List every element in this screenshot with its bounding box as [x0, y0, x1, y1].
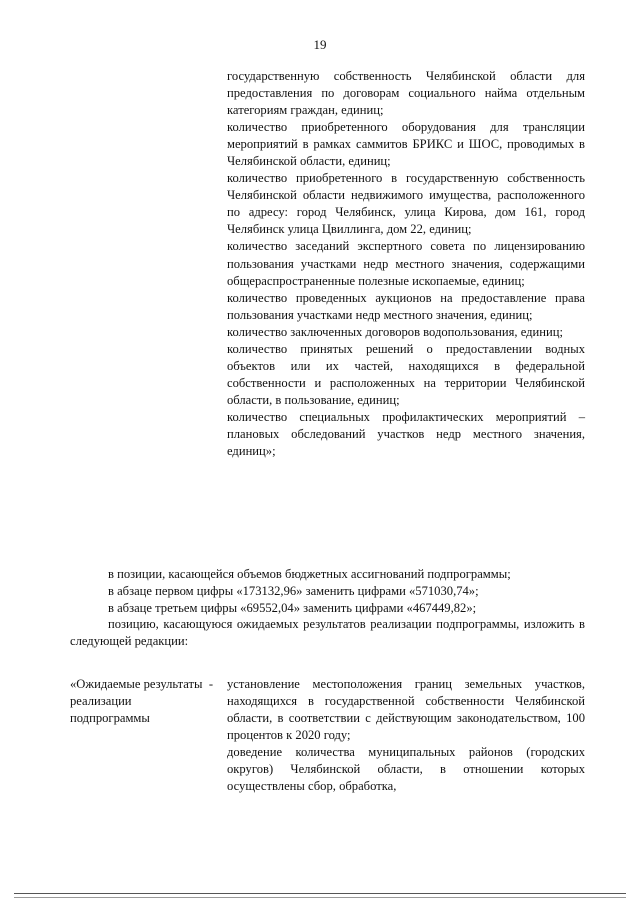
list-item: количество приобретенного в государственную собственность Челябинской области недвижимого имущества, расположенного по адресу: город Челябинск, улица Кирова, дом 161, город Челябинск улица Цвиллинга, дом 22, единиц;	[227, 171, 585, 237]
amendment-text	[70, 566, 585, 650]
body-paragraph: позицию, касающуюся ожидаемых результатов реализации подпрограммы, изложить в следующей редакции:	[70, 617, 585, 649]
table-label: «Ожидаемые результаты реализации подпрограммы	[70, 677, 203, 726]
table-dash: -	[208, 677, 214, 691]
table-item: доведение количества муниципальных районов (городских округов) Челябинской области, в отношении которых осуществлены сбор, обработка,	[227, 745, 585, 794]
scan-edge-line	[14, 897, 626, 898]
list-item: количество принятых решений о предоставлении водных объектов или их частей, находящихся в федеральной собственности и расположенных на территории Челябинской области, в пользование, единиц;	[227, 341, 585, 407]
table-item: установление местоположения границ земельных участков, находящихся в государственной собственности Челябинской области, в соответствии с действующим законодательством, 100 процентов к 2020 году;	[227, 677, 585, 743]
list-item: количество специальных профилактических мероприятий – плановых обследований участков недр местного значения, единиц»;	[227, 409, 585, 459]
list-item: количество заседаний экспертного совета по лицензированию пользования участками недр местного значения, содержащими общераспространенные полезные ископаемые, единиц;	[227, 239, 585, 288]
list-item: государственную собственность Челябинской области для предоставления по договорам социального найма отдельным категориям граждан, единиц;	[227, 69, 585, 118]
body-paragraph: в позиции, касающейся объемов бюджетных ассигнований подпрограммы;	[108, 567, 511, 581]
body-paragraph: в абзаце третьем цифры «69552,04» заменить цифрами «467449,82»;	[108, 600, 477, 615]
page-number: 19	[313, 37, 327, 52]
list-item: количество заключенных договоров водопользования, единиц;	[227, 324, 563, 339]
table-values	[227, 676, 585, 795]
indicator-list	[227, 68, 585, 460]
list-item: количество приобретенного оборудования для трансляции мероприятий в рамках саммитов БРИКС и ШОС, проводимых в Челябинской области, единиц;	[227, 120, 585, 169]
scan-edge-line	[14, 893, 626, 894]
body-paragraph: в абзаце первом цифры «173132,96» заменить цифрами «571030,74»;	[108, 583, 479, 598]
list-item: количество проведенных аукционов на предоставление права пользования участками недр местного значения, единиц;	[227, 290, 585, 322]
